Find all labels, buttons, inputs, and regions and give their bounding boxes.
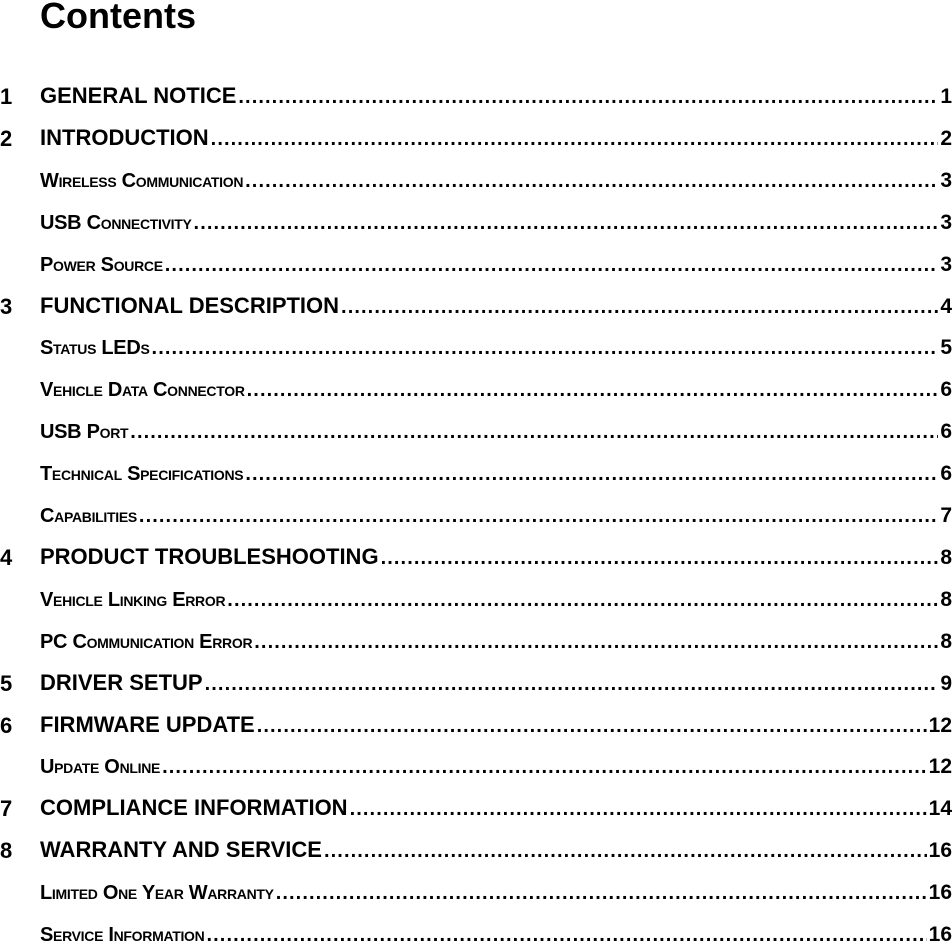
toc-dot-leader <box>162 752 927 782</box>
toc-page-number: 6 <box>940 462 952 486</box>
toc-chapter-number: 2 <box>0 125 13 151</box>
toc-dot-leader <box>324 836 927 866</box>
toc-entry-line <box>40 417 952 447</box>
toc-page-number: 3 <box>940 210 952 234</box>
toc-entry-label: USB Port <box>40 421 129 444</box>
toc-entry-line <box>40 123 952 154</box>
toc-entry-line <box>40 920 952 950</box>
toc-entry-line <box>40 752 952 782</box>
toc-section-entry[interactable] <box>0 920 952 950</box>
toc-dot-leader <box>381 543 939 573</box>
toc-page-number: 12 <box>928 713 952 737</box>
toc-chapter-number: 3 <box>0 293 13 319</box>
toc-dot-leader <box>211 124 939 154</box>
toc-chapter-number: 7 <box>0 796 13 822</box>
toc-chapter-entry[interactable] <box>0 292 952 322</box>
toc-dot-leader <box>139 501 938 531</box>
toc-dot-leader <box>205 669 939 699</box>
toc-entry-label: Vehicle Linking Error <box>40 588 226 611</box>
toc-entry-label: Wireless Communication <box>40 169 244 192</box>
toc-entry-label: INTRODUCTION <box>40 124 209 150</box>
toc-entry-label: PRODUCT TROUBLESHOOTING <box>40 543 379 569</box>
toc-entry-line <box>40 668 952 699</box>
toc-entry-label: DRIVER SETUP <box>40 669 203 695</box>
toc-section-entry[interactable] <box>0 250 952 280</box>
toc-page-number: 14 <box>928 797 952 821</box>
toc-page-number: 9 <box>940 671 952 695</box>
toc-page-number: 6 <box>940 378 952 402</box>
toc-entry-line <box>40 291 952 322</box>
toc-entry-line <box>40 585 952 615</box>
toc-section-entry[interactable] <box>0 585 952 615</box>
toc-entry-label: Technical Specifications <box>40 463 244 486</box>
toc-chapter-number: 8 <box>0 838 13 864</box>
toc-entry-label: Vehicle Data Connector <box>40 379 245 402</box>
toc-entry-line <box>40 459 952 489</box>
toc-chapter-entry[interactable] <box>0 711 952 741</box>
toc-page-number: 16 <box>928 923 952 946</box>
toc-entry-line <box>40 627 952 657</box>
toc-section-entry[interactable] <box>0 417 952 447</box>
toc-dot-leader <box>206 920 926 950</box>
toc-dot-leader <box>350 794 927 824</box>
toc-dot-leader <box>165 250 939 280</box>
toc-entry-line <box>40 81 952 112</box>
toc-section-entry[interactable] <box>0 878 952 908</box>
toc-dot-leader <box>194 208 939 238</box>
toc-page-number: 12 <box>928 755 952 779</box>
toc-section-entry[interactable] <box>0 375 952 405</box>
toc-dot-leader <box>245 166 938 196</box>
toc-page-number: 6 <box>940 420 952 444</box>
toc-entry-label: GENERAL NOTICE <box>40 83 237 108</box>
toc-page-number: 5 <box>940 336 952 360</box>
toc-section-entry[interactable] <box>0 752 952 782</box>
toc-page-number: 8 <box>940 629 952 653</box>
toc-dot-leader <box>227 585 938 615</box>
toc-entry-label: Update Online <box>40 756 161 779</box>
toc-entry-line <box>40 542 952 573</box>
toc-section-entry[interactable] <box>0 208 952 238</box>
toc-entry-label: WARRANTY AND SERVICE <box>40 837 322 863</box>
page-title: Contents <box>40 0 196 36</box>
toc-dot-leader <box>238 82 938 112</box>
toc-entry-label: PC Communication Error <box>40 630 253 653</box>
toc-section-entry[interactable] <box>0 166 952 196</box>
toc-section-entry[interactable] <box>0 627 952 657</box>
toc-entry-label: FIRMWARE UPDATE <box>40 711 255 737</box>
toc-chapter-entry[interactable] <box>0 124 952 154</box>
toc-page-number: 16 <box>928 839 952 863</box>
toc-entry-line <box>40 166 952 196</box>
toc-dot-leader <box>254 627 938 657</box>
toc-page-number: 2 <box>940 126 952 150</box>
toc-chapter-entry[interactable] <box>0 794 952 824</box>
toc-entry-line <box>40 208 952 238</box>
toc-dot-leader <box>245 459 938 489</box>
toc-entry-label: COMPLIANCE INFORMATION <box>40 795 348 821</box>
toc-dot-leader <box>341 292 938 322</box>
toc-entry-line <box>40 375 952 405</box>
toc-page-number: 7 <box>940 504 952 527</box>
toc-dot-leader <box>130 417 938 447</box>
toc-chapter-number: 5 <box>0 670 13 696</box>
toc-chapter-number: 1 <box>0 84 13 109</box>
toc-chapter-number: 4 <box>0 544 13 570</box>
toc-entry-line <box>40 333 952 363</box>
toc-page-number: 3 <box>940 252 952 276</box>
toc-dot-leader <box>276 878 927 908</box>
toc-page-number: 1 <box>940 85 952 108</box>
toc-dot-leader <box>257 711 927 741</box>
toc-entry-line <box>40 501 952 531</box>
toc-page-number: 4 <box>940 294 952 318</box>
toc-dot-leader <box>152 333 939 363</box>
toc-entry-line <box>40 710 952 741</box>
toc-page-number: 16 <box>928 881 952 905</box>
toc-entry-label: Capabilities <box>40 505 137 527</box>
toc-section-entry[interactable] <box>0 459 952 489</box>
toc-entry-line <box>40 250 952 280</box>
toc-section-entry[interactable] <box>0 333 952 363</box>
toc-entry-label: Power Source <box>40 253 163 276</box>
toc-page-number: 3 <box>940 168 952 192</box>
toc-page-number: 8 <box>940 587 952 611</box>
toc-chapter-entry[interactable] <box>0 669 952 699</box>
toc-entry-line <box>40 878 952 908</box>
toc-entry-label: USB Connectivity <box>40 211 192 234</box>
toc-chapter-number: 6 <box>0 712 13 738</box>
toc-entry-label: Service Information <box>40 924 205 946</box>
toc-page-number: 8 <box>940 545 952 569</box>
toc-entry-line <box>40 793 952 824</box>
toc-entry-label: FUNCTIONAL DESCRIPTION <box>40 292 340 318</box>
toc-entry-label: Status LEDs <box>40 337 150 360</box>
toc-entry-line <box>40 835 952 866</box>
toc-entry-label: Limited One Year Warranty <box>40 882 274 905</box>
toc-chapter-entry[interactable] <box>0 82 952 112</box>
toc-dot-leader <box>247 375 939 405</box>
toc-chapter-entry[interactable] <box>0 543 952 573</box>
toc-section-entry[interactable] <box>0 501 952 531</box>
toc-chapter-entry[interactable] <box>0 836 952 866</box>
